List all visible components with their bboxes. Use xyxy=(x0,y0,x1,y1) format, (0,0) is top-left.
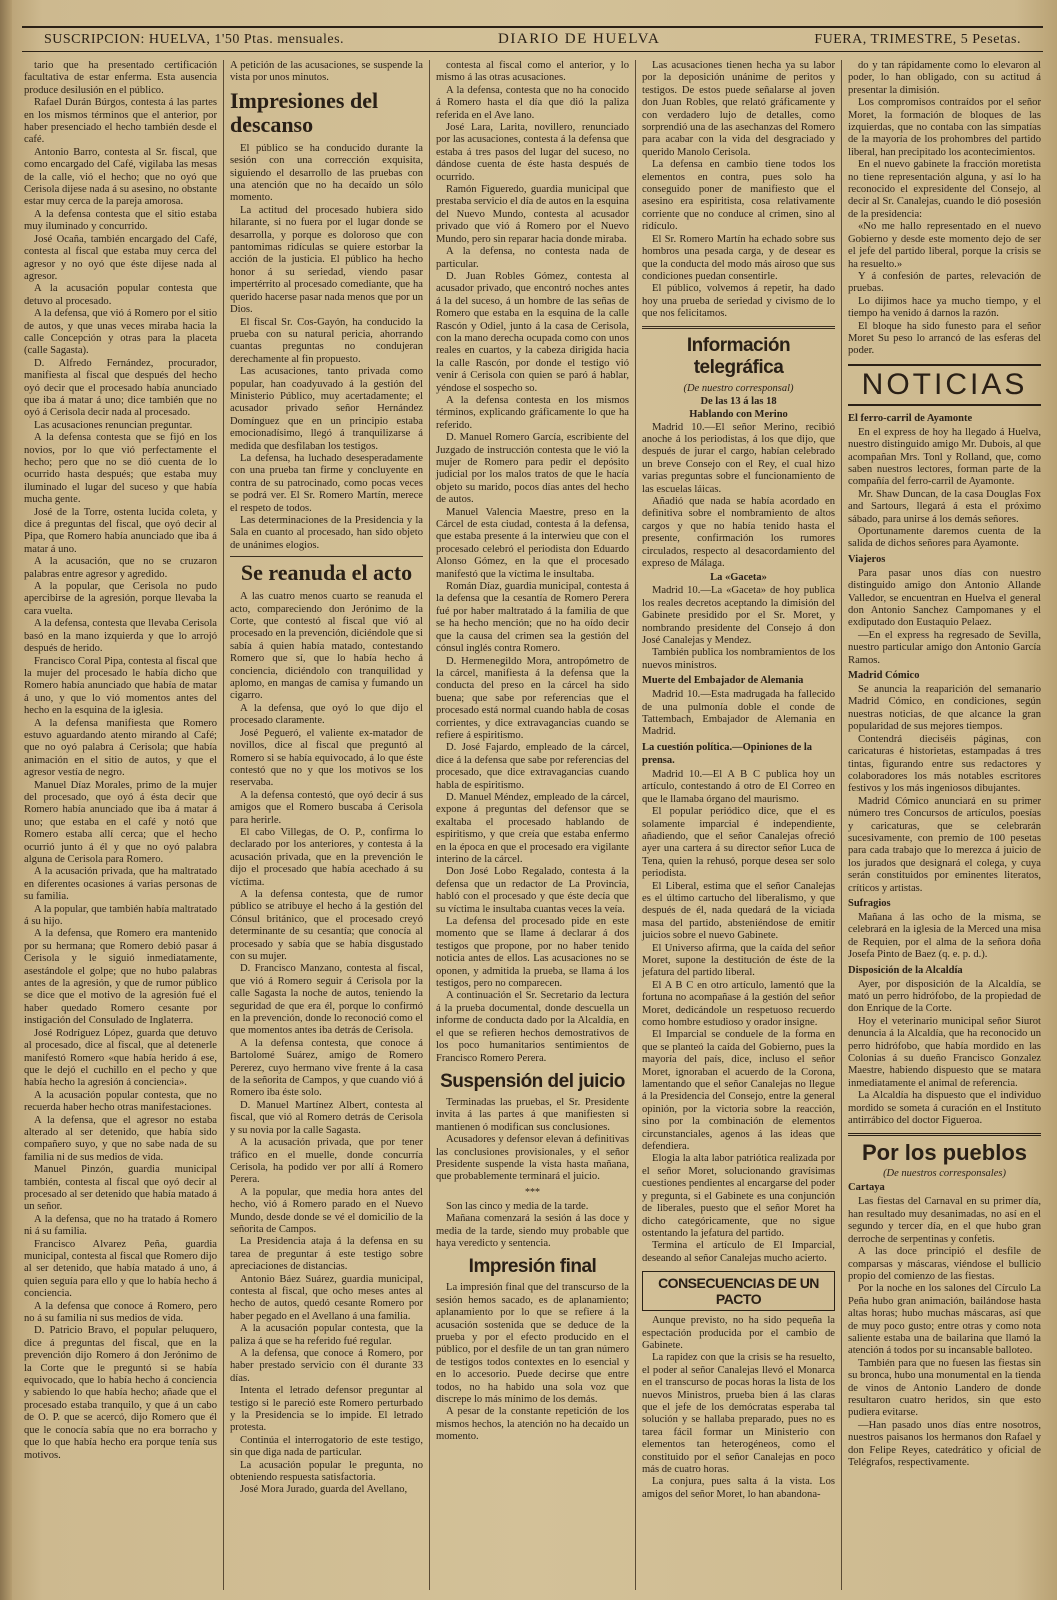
paragraph: La actitud del procesado hubiera sido hilarante, si no fuera por el lugar donde se desarrolla, y porque es doloroso que con pantomimas ridículas se quiere estorbar la acción de la justicia. El público ha hecho honor á su seriedad, viendo pasar impertérrito al procesado comediante, que ha querido hacerse pasar nada menos que por un Dios. xyxy=(230,204,423,316)
paragraph: A la acusación, que no se cruzaron palabras entre agresor y agredido. xyxy=(24,556,217,580)
paragraph: Madrid Cómico anunciará en su primer número tres Concursos de artículos, poesías y caricaturas, que se celebrarán sucesivamente, con premio de 100 pesetas para cada trabajo que lo merezca á juicio de los jurados que designará el colega, y cuya serán constituidos por eminentes literatos, críticos y artistas. xyxy=(848,795,1041,894)
paragraph: En el express de hoy ha llegado á Huelva, nuestro distinguido amigo Mr. Dubois, al que acompañan Mrs. Tonl y Rolland, que, como saben nuestros lectores, forman parte de la compañía del ferro-carril de Ayamonte. xyxy=(848,426,1041,488)
paragraph: A la acusación popular contesta, que no recuerda haber hecho otras manifestaciones. xyxy=(24,1089,217,1114)
subhead-embajador: Muerte del Embajador de Alemania xyxy=(642,675,804,687)
paragraph: A la acusación popular contesta que detuvo al procesado. xyxy=(24,283,217,307)
col5-sufragios xyxy=(848,912,1041,962)
paragraph: contesta al fiscal como el anterior, y lo mismo á las otras acusaciones. xyxy=(436,60,629,84)
paragraph: La conjura, pues salta á la vista. Los amigos del señor Moret, lo han abandona- xyxy=(642,1476,835,1500)
paragraph: Terminadas las pruebas, el Sr. Presidente invita á las partes á que manifiesten si mantienen ó modifican sus conclusiones. xyxy=(436,1096,629,1133)
paragraph: Para pasar unos días con nuestro distinguido amigo don Antonio Allande Valledor, se encuentran en Huelva el general don Antonio Sanchez Campomanes y el exdiputado don Eustaquio Pelaez. xyxy=(848,567,1041,629)
paragraph: El popular periódico dice, que el es solamente imparcial é independiente, añadiendo, que el señor Canalejas ofreció ayer una cartera á su director señor Luca de Tena, quien la rehusó, porque desea ser solo periodista. xyxy=(642,806,835,880)
paragraph: A pesar de la constante repetición de los mismos hechos, la atención no ha decaído un momento. xyxy=(436,1406,629,1443)
column-5 xyxy=(842,60,1047,1590)
paragraph: Intenta el letrado defensor preguntar al testigo si le pareció este Romero perturbado y la Presidencia se lo impide. El letrado protesta. xyxy=(230,1385,423,1434)
paragraph: José Mora Jurado, guarda del Avellano, xyxy=(240,1484,408,1496)
col4-body-5 xyxy=(642,769,835,1265)
column-2 xyxy=(224,60,430,1590)
paragraph: Mañana comenzará la sesión á las doce y media de la tarde, siendo muy probable que haya veredicto y sentencia. xyxy=(436,1213,629,1249)
subhead-merino: Hablando con Merino xyxy=(689,408,788,420)
col4-body-2 xyxy=(642,422,835,571)
paragraph: Lo dijimos hace ya mucho tiempo, y el tiempo ha venido á darnos la razón. xyxy=(848,295,1041,320)
paragraph: Francisco Coral Pipa, contesta al fiscal que la mujer del procesado le había dicho que Romero había anunciado que había de matar á uno, y que lo vió momentos antes del hecho en la esquina de la iglesia. xyxy=(24,655,217,717)
paragraph: Don José Lobo Regalado, contesta á la defensa que un redactor de La Provincia, habló con el procesado y que éste decía que su víctima le insultaba cuantas veces la veía. xyxy=(436,866,629,915)
hours-note: De las 13 á las 18 xyxy=(700,395,777,407)
col2-intro: A petición de las acusaciones, se suspende la vista por unos minutos. xyxy=(230,60,423,84)
paragraph: D. Manuel Méndez, empleado de la cárcel, expone á preguntas del defensor que se exaltaba el procesado hablando de espiritismo, y que creía que estaba enfermo en la época en que el procesado era vigilante interino de la cárcel. xyxy=(436,791,629,865)
paragraph: tario que ha presentado certificación facultativa de estar enferma. Esta ausencia produce desilusión en el público. xyxy=(24,60,217,96)
column-1 xyxy=(18,60,224,1590)
subhead-alcaldia: Disposición de la Alcaldía xyxy=(848,964,963,976)
paragraph: Las acusaciones renuncian preguntar. xyxy=(34,419,193,431)
paragraph: A la defensa, que no ha tratado á Romero ni á su familia. xyxy=(24,1213,217,1238)
paragraph: Manuel Valencia Maestre, preso en la Cárcel de esta ciudad, contesta á la defensa, que estaba presente á la interwieu que con el procesado celebró el periodista don Eduardo Alonso Gómez, en la que el procesado manifestó que la víctima le insultaba. xyxy=(436,506,629,580)
paragraph: do y tan rápidamente como lo elevaron al poder, lo han obligado, con su actitud á presentar la dimisión. xyxy=(848,60,1041,96)
paragraph: Rafael Durán Búrgos, contesta á las partes en los mismos términos que el anterior, por haber presenciado el hecho también desde el café. xyxy=(24,97,217,146)
col5-cartaya xyxy=(848,1196,1041,1469)
paragraph: D. Manuel Martínez Albert, contesta al fiscal, que vió al Romero detrás de Cerisola y su novia por la calle Sagasta. xyxy=(230,1099,423,1136)
paragraph: El bloque ha sido funesto para el señor Moret Su peso lo arrancó de las esferas del poder. xyxy=(848,320,1041,357)
paragraph: La Presidencia ataja á la defensa en su tarea de preguntar á este testigo sobre apreciaciones de distancias. xyxy=(230,1236,423,1273)
paragraph: A la popular, que Cerisola no pudo apercibirse de la agresión, porque llevaba la cara vuelta. xyxy=(24,581,217,617)
paragraph: El Universo afirma, que la caída del señor Moret, supone la destitución de éste de la jefatura del partido liberal. xyxy=(642,942,835,979)
paragraph: José de la Torre, ostenta lucida coleta, y dice á preguntas del fiscal, que oyó decir al Pipa, que Romero había anunciado que iba á matar á uno. xyxy=(24,506,217,555)
paragraph: Las acusaciones tienen hecha ya su labor por la deposición unánime de peritos y testigos. De estos puede señalarse al joven don Juan Robles, que relató gráficamente y con verdadero lujo de detalles, como sorprendió una de las asechanzas del Romero para acabar con la vida del desgraciado y querido Manolo Cerisola. xyxy=(642,60,835,158)
col4-body-3 xyxy=(642,585,835,672)
newspaper-title: DIARIO DE HUELVA xyxy=(498,31,661,47)
paragraph: «No me hallo representado en el nuevo Gobierno y desde este momento dejo de ser el jefe del partido liberal, porque la crisis se ha resuelto.» xyxy=(848,221,1041,270)
paragraph: Madrid 10.—El A B C publica hoy un artículo, contestando á otro de El Correo en que le llamaba órgano del maurismo. xyxy=(642,768,835,805)
heading-reanuda: Se reanuda el acto xyxy=(240,560,413,586)
paragraph: Los compromisos contraídos por el señor Moret, la formación de bloques de las izquierdas, que no contaba con las simpatías de la mayoría de los prohombres del partido liberal, han precipitado los acontecimientos. xyxy=(848,97,1041,158)
heading-impresiones: Impresiones del descanso xyxy=(230,87,379,137)
paragraph: Román Díaz, guardia municipal, contesta á la defensa que la cesantía de Romero Perera fué por haber maltratado á la familia de que se ha hecho mención; que no ha oído decir que la causa del crimen sea la gestión del cónsul inglés contra Romero. xyxy=(436,581,629,655)
columns xyxy=(18,60,1047,1590)
paragraph: Madrid 10.—Esta madrugada ha fallecido de una pulmonía doble el conde de Tattembach, Embajador de Alemania en Madrid. xyxy=(642,689,835,738)
paragraph: Ayer, por disposición de la Alcaldía, se mató un perro hidrófobo, de la propiedad de don Enrique de la Corte. xyxy=(848,978,1041,1015)
paragraph: La defensa en cambio tiene todos los elementos en contra, pues solo ha conseguido poner de manifiesto que el asesino era espiritista, cosa relativamente corriente que no conduce al crimen, sino al ridículo. xyxy=(642,159,835,233)
paragraph: Son las cinco y media de la tarde. xyxy=(446,1200,589,1212)
paragraph: La defensa, ha luchado desesperadamente con una prueba tan firme y concluyente en contra de su patrocinado, como pocas veces se podrá ver. El Sr. Romero Martín, merece el respeto de todos. xyxy=(230,452,423,514)
paragraph: Oportunamente daremos cuenta de la salida de dichos señores para Ayamonte. xyxy=(848,526,1041,550)
paragraph: A la acusación privada, que ha maltratado en diferentes ocasiones á varias personas de su familia. xyxy=(24,866,217,903)
column-4 xyxy=(636,60,842,1590)
paragraph: A la defensa manifiesta que Romero estuvo aguardando atento mirando al Café; que no oyó palabra á Cerisola; que había animación en el sitio de autos, y que el agresor vestía de negro. xyxy=(24,717,217,779)
paragraph: A la defensa, no contesta nada de particular. xyxy=(436,246,629,270)
paragraph: D. Hermenegildo Mora, antropómetro de la cárcel, manifiesta á la defensa que la conducta del preso en la cárcel ha sido buena; que sabe por referencias que el procesado está normal cuando habla de cosas corrientes, y dice extravagancias cuando se refiere á espiritismo. xyxy=(436,655,629,741)
col5-alcaldia xyxy=(848,979,1041,1128)
paragraph: Se anuncia la reaparición del semanario Madrid Cómico, en condiciones, según nuestras noticias, de que alcance la gran popularidad de sus mejores tiempos. xyxy=(848,684,1041,733)
paragraph: Termina el artículo de El Imparcial, deseando al señor Canalejas mucho acierto. xyxy=(642,1240,835,1264)
heading-noticias: NOTICIAS xyxy=(848,364,1041,406)
paragraph: El público se ha conducido durante la sesión con una corrección exquisita, siguiendo el desarrollo de las pruebas con una atención que no ha decaído un sólo momento. xyxy=(230,142,423,204)
paragraph: José Rodríguez López, guarda que detuvo al procesado, dice al fiscal, que al detenerle manifestó Romero «que había herido á ese, que le dejó el cuchillo en el pecho y que había hecho la agresión á conciencia». xyxy=(24,1027,217,1089)
paragraph: Francisco Alvarez Peña, guardia municipal, contesta al fiscal que Romero dijo al ser detenido, que había matado á uno, á quien seguía para ello y que lo había hecho á conciencia. xyxy=(24,1238,217,1300)
paragraph: A la defensa, contesta que llevaba Cerisola basó en la mano izquierda y que lo arrojó después de herido. xyxy=(24,618,217,655)
stars-separator: *** xyxy=(525,1186,540,1198)
paragraph: José Lara, Larita, novillero, renunciado por las acusaciones, contesta á la defensa que estaba á tres pasos del lugar del suceso, no dándose cuenta de éste hasta después de ocurrido. xyxy=(436,122,629,183)
paragraph: A la defensa contestó, que oyó decir á sus amigos que el Romero buscaba á Cerisola para herirle. xyxy=(230,789,423,826)
subhead-cartaya: Cartaya xyxy=(848,1182,885,1194)
paragraph: Antonio Báez Suárez, guardia municipal, contesta al fiscal, que ocho meses antes al hecho de autos, quedó cesante Romero por haber pegado en el Avellano á una familia. xyxy=(230,1273,423,1322)
paragraph: A las cuatro menos cuarto se reanuda el acto, compareciendo don Jerónimo de la Corte, que contestó al fiscal que vió al procesado en la prevención, diciéndole que si sabía á quien había matado, contestando Romero que sí, que lo había hecho á conciencia, diciéndolo con tranquilidad y aplomo, en mangas de camisa y fumando un cigarro. xyxy=(230,591,423,702)
paragraph: A la popular, que también había maltratado á su hijo. xyxy=(24,903,217,928)
paragraph: A la defensa, que oyó lo que dijo el procesado claramente. xyxy=(230,702,423,727)
paragraph: Madrid 10.—La «Gaceta» de hoy publica los reales decretos aceptando la dimisión del Gabinete presidido por el Sr. Moret, y nombrando presidente del Consejo á don José Canalejas y Mendez. xyxy=(642,585,835,647)
paragraph: José Ocaña, también encargado del Café, contesta al fiscal que estaba muy cerca del agresor y no oyó que éste dijese nada al agresor. xyxy=(24,233,217,282)
paragraph: Mañana á las ocho de la misma, se celebrará en la iglesia de la Merced una misa de Requien, por el alma de la señora doña Josefa Pinto de Baez (q. e. p. d.). xyxy=(848,911,1041,961)
heading-consecuencias: CONSECUENCIAS DE UN PACTO xyxy=(642,1271,835,1311)
paragraph: A la defensa contesta que se fijó en los novios, por lo que vió perfectamente el hecho; pero que no se dió cuenta de lo ocurrido hasta después; que estaba muy iluminado el lugar del suceso y que había mucha gente. xyxy=(24,432,217,506)
paragraph: D. Alfredo Fernández, procurador, manifiesta al fiscal que después del hecho oyó decir que el procesado había anunciado que iba á matar á uno; dice también que no oyó á Cerisola decir nada al procesado. xyxy=(24,357,217,419)
paragraph: Elogia la alta labor patriótica realizada por el señor Moret, solucionando gravísimas cuestiones pendientes al encargarse del poder y pregunta, si el Gabinete es una conjunción de liberales, puesto que el señor Moret ha dicho categóricamente, que no sigue ostentando la jefatura del partido. xyxy=(642,1153,835,1239)
paragraph: A la defensa, que vió á Romero por el sitio de autos, y que unas veces miraba hacia la calle Concepción y otras para la placeta (calle Sagasta). xyxy=(24,308,217,357)
col3-body-2 xyxy=(436,1097,629,1184)
paragraph: Hoy el veterinario municipal señor Siurot denuncia á la Alcaldía, que ha reconocido un perro hidrófobo, que había mordido en las Colonias á su dueño Francisco Gonzalez Maestre, habiendo dispuesto que se matara inmediatamente el animal de referencia. xyxy=(848,1015,1041,1089)
subhead-sufragios: Sufragios xyxy=(848,897,891,909)
paragraph: La rapidez con que la crisis se ha resuelto, el poder al señor Canalejas llevó el Monarca en el transcurso de pocas horas la lista de los nuevos Ministros, prueba bien á las claras que el jefe de los demócratas esperaba tal solución y se hallaba preparado, pues no es tarea fácil formar un Ministerio con elementos tan heterogéneos, como el constituido por el señor Canalejas en poco más de cuatro horas. xyxy=(642,1352,835,1475)
paragraph: D. Francisco Manzano, contesta al fiscal, que vió á Romero seguir á Cerisola por la calle Sagasta la noche de autos, teniendo la seguridad de que era él, porque lo confirmó en la prevención, donde lo reconoció como el que momentos antes iba detrás de Cerisola. xyxy=(230,963,423,1037)
paragraph: A la defensa, contesta que no ha conocido á Romero hasta el día que dió la paliza referida en el Ave lano. xyxy=(436,84,629,121)
paragraph: También para que no fuesen las fiestas sin su bronca, hubo una monumental en la tienda de vinos de Antonio Landero de donde resultaron cuatro heridos, sin que esto pudiera evitarse. xyxy=(848,1357,1041,1419)
heading-pueblos: Por los pueblos xyxy=(848,1133,1041,1166)
paragraph: A la defensa, que Romero era mantenido por su hermana; que Romero debió pasar á Cerisola y le siguió inmediatamente, asestándole el golpe; que no hubo palabras antes de la agresión, y que de rumor público se dice que el motivo de la agresión fué el haber quedado Romero cesante por instigación del Consulado de Inglaterra. xyxy=(24,928,217,1027)
paragraph: Las determinaciones de la Presidencia y la Sala en cuanto al procesado, han sido objeto de unánimes elogios. xyxy=(230,515,423,551)
paragraph: El Imparcial se conduele de la forma en que se planteó la caída del Gobierno, pues la mayoría del país, dice, incluso el señor Moret, ignoraban el acuerdo de la Corona, lamentando que el señor Canalejas no llegue á la Presidencia del Consejo, entre la general opinión, por la victoria sobre la reacción, sino por la combinación de elementos circunstanciales, agenos á las ideas que defendiera. xyxy=(642,1029,835,1153)
paragraph: Antonio Barro, contesta al Sr. fiscal, que como encargado del Café, vigilaba las mesas de la calle, vió el hecho; que no oyó que Cerisola dijese nada á su asesino, no obstante estar muy cerca de la pareja amorosa. xyxy=(24,146,217,208)
col1-body xyxy=(24,60,217,1462)
paragraph: Las fiestas del Carnaval en su primer día, han resultado muy desanimadas, no así en el segundo y tercer día, en el que hubo gran derroche de serpentinas y confetis. xyxy=(848,1196,1041,1245)
col4-body-6 xyxy=(642,1315,835,1501)
col4-body-1 xyxy=(642,60,835,321)
paragraph: En el nuevo gabinete la fracción moretista no tiene representación alguna, y así lo ha reconocido el expresidente del Consejo, al decir al Sr. Canalejas, cuando le dió posesión de la presidencia: xyxy=(848,159,1041,220)
col3-body-4 xyxy=(436,1282,629,1443)
subhead-viajeros: Viajeros xyxy=(848,553,886,565)
paragraph: El cabo Villegas, de O. P., confirma lo declarado por los anteriores, y contesta á la acusación privada, que en la prevención le dijo el procesado que había acechado á su víctima. xyxy=(230,826,423,888)
paragraph: A la defensa, que el agresor no estaba alterado al ser detenido, que había sido compañero suyo, y que no sabe nada de su familia ni de sus medios de vida. xyxy=(24,1114,217,1163)
paragraph: Ramón Figueredo, guardia municipal que prestaba servicio el día de autos en la esquina del Nuevo Mundo, contesta al acusador privado que vió á Romero por el Nuevo Mundo, pero sin reparar hacia donde miraba. xyxy=(436,184,629,245)
col2-body-2 xyxy=(230,591,423,1497)
masthead xyxy=(22,26,1043,52)
paragraph: El fiscal Sr. Cos-Gayón, ha conducido la prueba con su natural pericia, ahorrando cuantas preguntas no condujeran derechamente al fin propuesto. xyxy=(230,316,423,365)
paragraph: Acusadores y defensor elevan á definitivas las conclusiones provisionales, y el señor Presidente suspende la vista hasta mañana, que probablemente terminará el juicio. xyxy=(436,1134,629,1183)
paragraph: A la popular, que media hora antes del hecho, vió á Romero parado en el Nuevo Mundo, desde donde se vé el domicilio de la señorita de Campos. xyxy=(230,1186,423,1235)
col3-body-3 xyxy=(436,1201,629,1251)
subhead-cuestion: La cuestión política.—Opiniones de la prensa. xyxy=(642,741,813,766)
heading-suspension: Suspensión del juicio xyxy=(440,1070,625,1092)
paragraph: A la defensa contesta, que conoce á Bartolomé Suárez, amigo de Romero Pererez, cuyo hermano vive frente á la casa de la señorita de Campos, y que cuando vió á Romero iba éste solo. xyxy=(230,1037,423,1099)
subscription-price: SUSCRIPCION: HUELVA, 1'50 Ptas. mensuales. xyxy=(44,31,345,47)
divider xyxy=(230,556,423,557)
correspondent-note: (De nuestro corresponsal) xyxy=(683,382,794,394)
paragraph: Por la noche en los salones del Círculo La Peña hubo gran animación, bailándose hasta altas horas; hubo muchas máscaras, así que de muy poco gusto; entre otras y como nota saliente estaba una de bailarina que llamó la atención á todos por su incansable balloteo. xyxy=(848,1283,1041,1357)
paragraph: —En el express ha regresado de Sevilla, nuestro particular amigo don Antonio García Ramos. xyxy=(848,629,1041,666)
subhead-gaceta: La «Gaceta» xyxy=(710,572,767,584)
paragraph: Aunque previsto, no ha sido pequeña la espectación producida por el cambio de Gabinete. xyxy=(642,1315,835,1351)
paragraph: Las acusaciones, tanto privada como popular, han coadyuvado á la gestión del Ministerio Público, muy acertadamente; el acusador privado señor Hernández Domínguez que en un principio estaba emocionadísimo, llegó á tranquilizarse á medida que desfilaban los testigos. xyxy=(230,366,423,452)
paragraph: También publica los nombramientos de los nuevos ministros. xyxy=(642,647,835,671)
paragraph: Madrid 10.—El señor Merino, recibió anoche á los periodistas, á los que dijo, que después de jurar el cargo, habían celebrado un breve Consejo con el Rey, el cual hizo varias preguntas sobre el funcionamiento de las escuelas láicas. xyxy=(642,421,835,495)
paragraph: El público, volvemos á repetir, ha dado hoy una prueba de seriedad y civismo de lo que nos felicitamos. xyxy=(642,283,835,320)
col2-body-1 xyxy=(230,143,423,552)
paragraph: Manuel Díaz Morales, primo de la mujer del procesado, que oyó á ésta decir que Romero había anunciado que iba á matar á uno; que estaba en el café y notó que Romero estaba allí cerca; que el hecho ocurrió junto á él y que no oyó palabra alguna de Cerisola para Romero. xyxy=(24,779,217,865)
paragraph: —Han pasado unos días entre nosotros, nuestros paisanos los hermanos don Rafael y don Felipe Reyes, catedrático y oficial de Telégrafos, respectivamente. xyxy=(848,1419,1041,1468)
page-edge xyxy=(0,0,12,1600)
paragraph: Continúa el interrogatorio de este testigo, sin que diga nada de particular. xyxy=(230,1434,423,1459)
divider xyxy=(642,326,835,329)
paragraph: Contendrá dieciséis páginas, con caricaturas é historietas, estampadas á tres tintas, figurando entre sus redactores y colaboradores los más notables escritores festivos y los más ingeniosos dibujantes. xyxy=(848,733,1041,795)
col4-body-4 xyxy=(642,689,835,739)
paragraph: D. Patricio Bravo, el popular peluquero, dice á preguntas del fiscal, que en la prevención dijo Romero á don Jerónimo de la Corte que le preguntó si se había equivocado, que lo había hecho á conciencia y sabiendo lo que había hecho; añade que el procesado estaba tranquilo, y que á un cabo de O. P. que se acercó, dijo Romero que él que le conocía sabía que no era borracho y que lo que había hecho era porque tenía sus motivos. xyxy=(24,1325,217,1461)
heading-impresion-final: Impresión final xyxy=(468,1256,597,1278)
heading-informacion: Información telegráfica xyxy=(686,334,791,378)
paragraph: D. Juan Robles Gómez, contesta al acusador privado, que encontró noches antes á la del suceso, á un hombre de las señas de Romero que estaba en la esquina de la calle Rascón y Odiel, junto á la casa de Cerisola, con la mano derecha ocupada como con unos reales en cuartos, y la cabeza dirigida hacia la calle Rascón, por donde el testigo vió venir á Cerisola con quien se paró á hablar, yéndose el sospecho so. xyxy=(436,270,629,394)
paragraph: A la defensa contesta en los mismos términos, explicando gráficamente lo que ha referido. xyxy=(436,394,629,431)
column-3 xyxy=(430,60,636,1590)
paragraph: El Sr. Romero Martín ha echado sobre sus hombros una pesada carga, y de desear es que la conducta del modo más airoso que sus condiciones puedan consentirle. xyxy=(642,233,835,282)
correspondents-note: (De nuestros corresponsales) xyxy=(883,1168,1006,1180)
paragraph: El Liberal, estima que el señor Canalejas es el último cartucho del liberalismo, y que después de él, nada quedará de la viciada masa del partido, absteniéndose de emitir juicios sobre el nuevo Gabinete. xyxy=(642,880,835,942)
paragraph: A continuación el Sr. Secretario da lectura á la prueba documental, donde descuella un informe de conducta dado por la Alcaldía, en el que se refieren hechos demostrativos de los poco humanitarios sentimientos de Francisco Romero Perera. xyxy=(436,990,629,1064)
paragraph: A la acusación popular contesta, que la paliza á que se ha referido fué regular. xyxy=(230,1323,423,1347)
paragraph: A la defensa contesta que el sitio estaba muy iluminado y concurrido. xyxy=(24,208,217,233)
paragraph: La acusación popular le pregunta, no obteniendo respuesta satisfactoria. xyxy=(230,1459,423,1484)
paragraph: D. José Fajardo, empleado de la cárcel, dice á la defensa que sabe por referencias del procesado, que dice extravagancias cuando habla de espiritismo. xyxy=(436,742,629,791)
paragraph: Y á confesión de partes, relevación de pruebas. xyxy=(848,270,1041,295)
paragraph: La Alcaldía ha dispuesto que el individuo mordido se someta á curación en el Instituto antirrábico del doctor Figueroa. xyxy=(848,1090,1041,1127)
paragraph: José Pegueró, el valiente ex-matador de novillos, dice al fiscal que preguntó al Romero si se había equivocado, á lo que éste contestó que no y que los motivos se los reservaba. xyxy=(230,727,423,789)
paragraph: Añadió que nada se había acordado en definitiva sobre el nombramiento de altos cargos y que no había tenido hasta el presente, confirmación los rumores circulados, respecto al desacordamiento del expreso de Málaga. xyxy=(642,495,835,569)
outside-price: FUERA, TRIMESTRE, 5 Pesetas. xyxy=(814,31,1021,47)
paragraph: Mr. Shaw Duncan, de la casa Douglas Fox and Sartours, llegará á esta el próximo sábado, para unirse á los demás señores. xyxy=(848,488,1041,525)
paragraph: A las doce principió el desfile de comparsas y máscaras, viéndose el bullicio propio del comienzo de las fiestas. xyxy=(848,1246,1041,1282)
paragraph: La impresión final que del transcurso de la sesión hemos sacado, es de aplanamiento; aplanamiento por lo que se refiere á la acusación sostenida que se deduce de la prueba y por el efecto producido en el público, por el desfile de un tan gran número de testigos todos contextes en lo esencial y en lo accesorio. Puede decirse que entre todos, no ha habido una sola voz que discrepe lo más mínimo de los demás. xyxy=(436,1282,629,1406)
paragraph: A la defensa, que conoce á Romero, por haber prestado servicio con él durante 33 días. xyxy=(230,1348,423,1384)
subhead-madrid-comico: Madrid Cómico xyxy=(848,670,920,682)
paragraph: Manuel Pinzón, guardia municipal también, contesta al fiscal que oyó decir al procesado al ser detenido que había matado á un señor. xyxy=(24,1164,217,1213)
paragraph: La defensa del procesado pide en este momento que se llame á declarar á dos testigos que propone, por no haber tenido noticia antes de ellos. Las acusaciones no se oponen, y admitida la prueba, se llama á los testigos, pero no comparecen. xyxy=(436,916,629,990)
paragraph: A la acusación privada, que por tener tráfico en el muelle, donde concurría Cerisola, ha podido ver por allí á Romero Perera. xyxy=(230,1137,423,1186)
paragraph: D. Manuel Romero García, escribiente del Juzgado de instrucción contesta que le vió la mujer de Romero para pedir el depósito judicial por los malos tratos de que le hacía objeto su marido, pocos días antes del hecho de autos. xyxy=(436,432,629,506)
paragraph: A la defensa contesta, que de rumor público se atribuye el hecho á la gestión del Cónsul británico, que el procesado creyó determinante de su cesantía; que conocía al procesado y sabía que se había disgustado con su mujer. xyxy=(230,888,423,962)
col5-madrid-comico xyxy=(848,684,1041,895)
col5-viajeros xyxy=(848,568,1041,667)
col5-body-1 xyxy=(848,60,1041,358)
subhead-ferrocarril: El ferro-carril de Ayamonte xyxy=(848,412,973,424)
paragraph: A la defensa que conoce á Romero, pero no á su familia ni sus medios de vida. xyxy=(24,1300,217,1325)
col5-ferrocarril xyxy=(848,427,1041,551)
paragraph: El A B C en otro artículo, lamentó que la fortuna no acompañase á la gestión del señor Moret, dedicándole un respetuoso recuerdo como hombre estudioso y orador insigne. xyxy=(642,979,835,1028)
col3-body-1 xyxy=(436,60,629,1065)
